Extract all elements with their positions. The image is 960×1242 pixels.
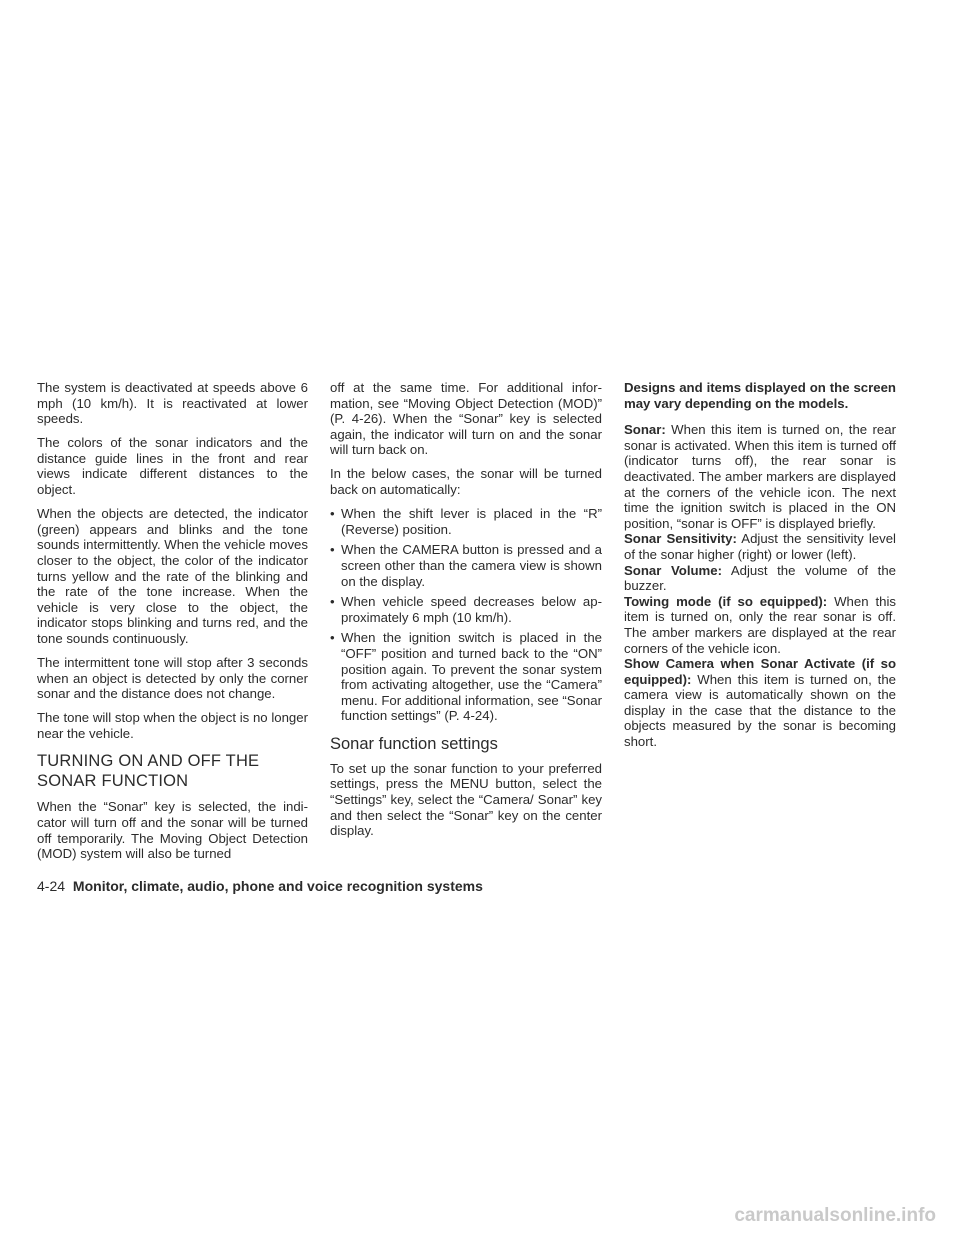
definition-text: When this item is turned on, only the rear sonar is off. The amber markers are displayed at the rear corners of the vehicle icon. <box>624 593 896 656</box>
definition-text: Adjust the sensitivity level of the sonar higher (right) or lower (left). <box>624 531 896 562</box>
definition-text: Adjust the volume of the buzzer. <box>624 562 896 594</box>
bullet-icon: • <box>330 594 335 610</box>
list-item-text: When vehicle speed decreases below approximately 6 mph (10 km/h). <box>341 594 602 625</box>
list-item <box>330 630 602 724</box>
definition-term: Sonar: <box>624 422 666 438</box>
bullet-icon: • <box>330 630 335 646</box>
definition-term: Sonar Volume: <box>624 562 722 578</box>
list-item <box>330 594 602 625</box>
list-item <box>330 542 602 589</box>
definition-item <box>624 563 896 594</box>
definition-item <box>624 594 896 656</box>
bullet-icon: • <box>330 542 335 558</box>
definition-term: Sonar Sensitivity: <box>624 531 737 547</box>
paragraph: The system is deactivated at speeds above 6 mph (10 km/h). It is reactivated at lower speeds. <box>37 380 308 427</box>
page-footer <box>37 877 483 895</box>
paragraph: The intermittent tone will stop after 3 seconds when an object is detected by only the corner sonar and the distance does not change. <box>37 655 308 702</box>
paragraph: The colors of the sonar indicators and the distance guide lines in the front and rear views indicate different distances to the object. <box>37 435 308 498</box>
section-heading: TURNING ON AND OFF THE SONAR FUNCTION <box>37 752 260 791</box>
definition-item <box>624 422 896 531</box>
paragraph: In the below cases, the sonar will be turned back on automatically: <box>330 466 602 498</box>
subsection-heading: Sonar function settings <box>330 734 498 753</box>
paragraph: When the objects are detected, the indicator (green) appears and blinks and the tone sounds intermittently. When the vehicle moves closer to the object, the color of the indicator turns yellow and the rate of the blinking and the rate of the tone increase. When the vehicle is very close to the object, the indicator stops blinking and turns red, and the tone sounds continuously. <box>37 506 308 646</box>
list-item <box>330 506 602 537</box>
paragraph: The tone will stop when the object is no longer near the vehicle. <box>37 710 308 741</box>
watermark: carmanualsonline.info <box>734 1205 936 1226</box>
bullet-icon: • <box>330 506 335 522</box>
page-number: 4-24 <box>37 878 66 894</box>
definition-text: When this item is turned on, the camera view is automatically shown on the display in the case that the distance to the objects measured by the sonar is becoming short. <box>624 671 896 750</box>
chapter-title: Monitor, climate, audio, phone and voice recognition systems <box>72 878 483 894</box>
text-column-right <box>624 380 896 750</box>
note-text: Designs and items displayed on the screen may vary depending on the models. <box>624 380 896 411</box>
list-item-text: When the CAMERA button is pressed and a screen other than the camera view is shown on the display. <box>341 542 602 589</box>
text-column-middle <box>330 380 602 847</box>
bullet-list <box>330 506 602 724</box>
paragraph: To set up the sonar function to your preferred settings, press the MENU button, select the “Settings” key, select the “Camera/ Sonar” key and then select the “Sonar” key on the center display. <box>330 760 602 839</box>
list-item-text: When the ignition switch is placed in the “OFF” position and turned back to the “ON” position again. To prevent the sonar system from activating altogether, use the “Camera” menu. For additional information, see “Sonar function settings” (P. 4-24). <box>341 630 602 724</box>
definition-item <box>624 656 896 750</box>
definition-term: Show Camera when Sonar Activate (if so equipped): <box>624 656 896 687</box>
list-item-text: When the shift lever is placed in the “R” (Reverse) position. <box>341 506 602 537</box>
paragraph: When the “Sonar” key is selected, the indicator will turn off and the sonar will be turned off temporarily. The Moving Object Detection (MOD) system will also be turned <box>37 799 308 862</box>
paragraph: off at the same time. For additional information, see “Moving Object Detection (MOD)” (P. 4-26). When the “Sonar” key is selected again, the indicator will turn on and the sonar will turn back on. <box>330 380 602 458</box>
definition-item <box>624 531 896 562</box>
text-column-left <box>37 380 308 870</box>
definition-term: Towing mode (if so equipped): <box>624 593 828 609</box>
definition-text: When this item is turned on, the rear sonar is activated. When this item is turned off (indicator turns off), the rear sonar is deactivated. The amber markers are displayed at the corners of the vehicle icon. The next time the ignition switch is placed in the ON position, “sonar is OFF” is displayed briefly. <box>624 422 896 531</box>
